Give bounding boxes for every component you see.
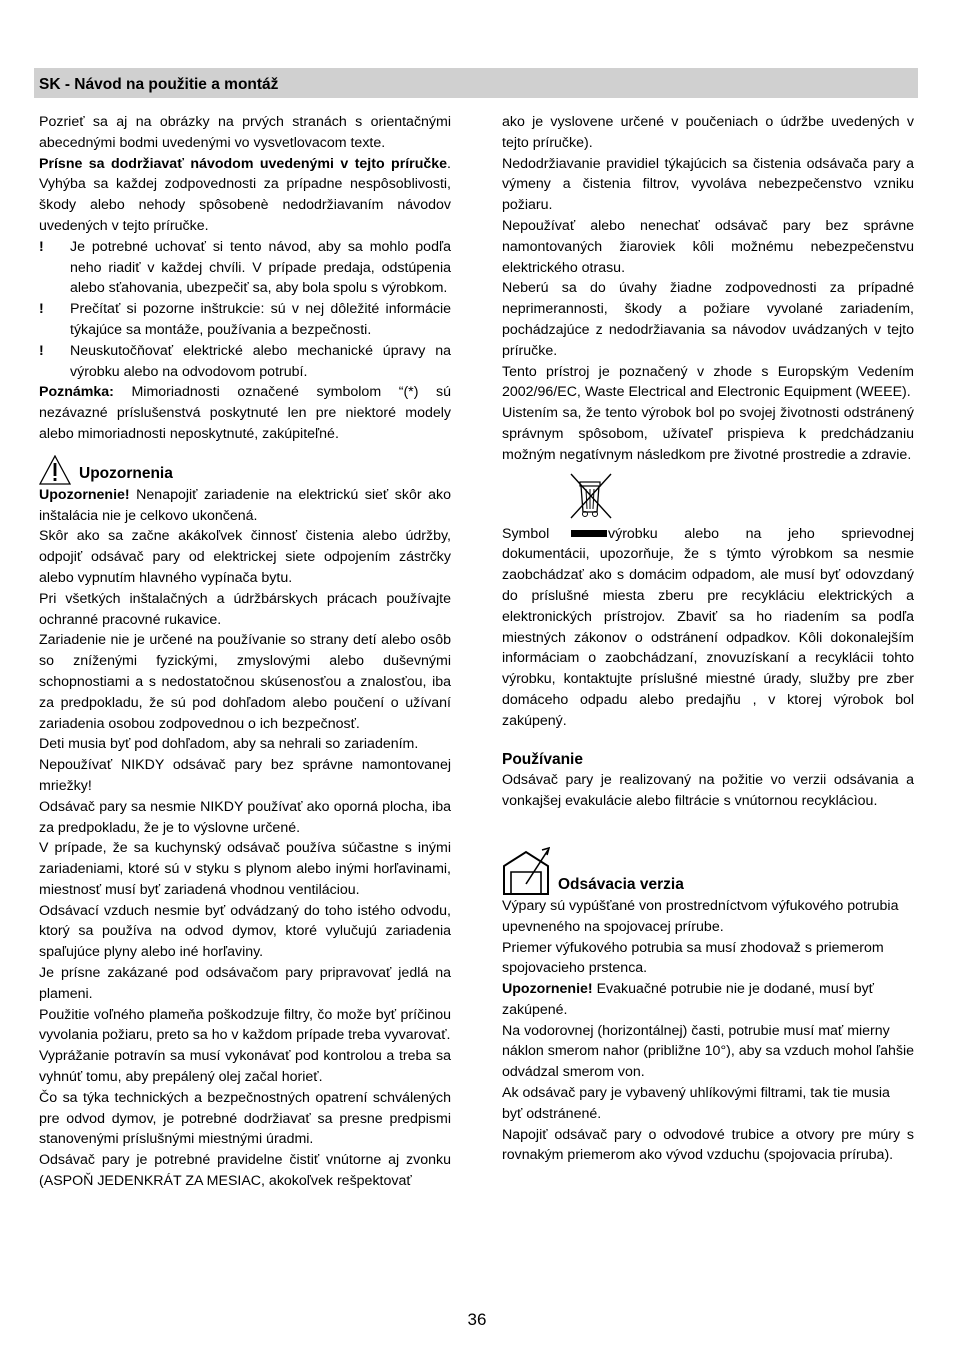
- warning-text: Nenapojiť zariadenie na elektrickú sieť skôr ako inštalácia nie je celkovo ukončená.: [39, 486, 451, 524]
- page-number: 36: [467, 1310, 487, 1329]
- right-paragraph: ako je vyslovene určené v poučeniach o údržbe uvedených v tejto príručke).: [502, 114, 914, 151]
- exhaust-hood-icon: [502, 846, 550, 896]
- warnings-title: Upozornenia: [79, 464, 173, 482]
- exhaust-warning-paragraph: [502, 979, 914, 1021]
- warning-paragraph: [39, 485, 451, 527]
- strict-paragraph: [39, 154, 451, 237]
- left-paragraph: Odsávač pary je potrebné pravidelne čistiť vnútorne aj zvonku (ASPOŇ JEDENKRÁT ZA MESIAC, akokoľvek rešpektovať: [39, 1152, 451, 1190]
- left-paragraph: Čo sa týka technických a bezpečnostných opatrení schválených pre odvod dymov, je potrebné dodržiavať sa presne predpismi stanovenými príslušnými miestnými úradmi.: [39, 1089, 451, 1148]
- left-paragraph: Vyprážanie potravín sa musí vykonávať pod kontrolou a treba sa vyhnúť tomu, aby prepálený olej začal horieť.: [39, 1048, 451, 1086]
- warning-triangle-icon: [39, 455, 71, 485]
- exclamation-icon: !: [39, 238, 44, 255]
- exhaust-warning-label: Upozornenie!: [502, 981, 593, 998]
- left-column: [39, 112, 451, 1192]
- usage-heading: Používanie: [502, 750, 583, 768]
- strict-rest: . Vyhýba sa každej zodpovednosti za prípadne nespôsoblivosti, škody alebo nehody spôsobenè nedodržiavaním návodov uvedených v tejto príručke.: [39, 155, 451, 234]
- left-paragraph: Odsávač pary sa nesmie NIKDY používať ako oporná plocha, iba za predpokladu, že je to výslovne určené.: [39, 798, 451, 836]
- weee-symbol: [568, 472, 914, 524]
- right-paragraph: Nepoužívať alebo nenechať odsávač pary bez správne namontovaných žiaroviek kôli možnému nebezpečenstvu elektrického otrasu.: [502, 217, 914, 276]
- warnings-heading: [39, 455, 451, 485]
- right-column: [502, 112, 914, 1166]
- note-label: Poznámka:: [39, 384, 114, 401]
- left-paragraph: Deti musia byť pod dohľadom, aby sa nehrali so zariadením.: [39, 736, 419, 753]
- bullet-item: [39, 299, 451, 341]
- left-paragraph: Použitie voľného plameňa poškodzuje filtry, čo može byť príčinou vyvolania požiaru, preto sa ho v každom prípade treba vyvarovať.: [39, 1006, 451, 1044]
- exhaust-title: Odsávacia verzia: [558, 876, 684, 894]
- exclamation-icon: !: [39, 342, 44, 359]
- bullet-item: [39, 237, 451, 299]
- note-paragraph: [39, 382, 451, 444]
- right-paragraph: Neberú sa do úvahy žiadne zodpovednosti za prípadné neprimerannosti, škody a požiare vyvolané zariadením, pochádzajúce z nedodržiavania sa návodov uvádzaných v tejto príručke.: [502, 280, 914, 359]
- exclamation-icon: !: [39, 301, 44, 318]
- symbol-paragraph: výrobku alebo na jeho sprievodnej dokumentácii, upozorňuje, že s týmto výrobkom sa nesmie zaobchádzať ako s domácim odpadom, ale musí byť odovzdaný do príslušné miesta zberu pre recykláciu elektrických a elektronických prístrojov. Zbaviť sa ho riadením sa podľa miestných zákonov o odstránení odpadkov. Kôli dokonalejším informáciam o zaobchádzaní, znovuzískaní a recyklácii tohto výrobku, kontaktujte príslušné miestné úrady, služby pre zber domáceho odpadu alebo predajňu , v ktorej výrobok bol zakúpený.: [502, 525, 914, 729]
- crossed-bin-icon: [568, 472, 614, 520]
- exhaust-warning-text: Evakuačné potrubie nie je dodané, musí byť zakúpené.: [502, 981, 875, 1018]
- warning-label: Upozornenie!: [39, 486, 130, 503]
- exhaust-paragraph: Ak odsávač pary je vybavený uhlíkovými filtrami, tak tie musia byť odstránené.: [502, 1085, 890, 1122]
- right-paragraph: Tento prístroj je poznačený v zhode s Europským Vedením 2002/96/EC, Waste Electrical and Electronic Equipment (WEEE).: [502, 363, 914, 401]
- note-text: Mimoriadnosti označené symbolom “(*) sú nezávazné príslušenstvá poskytnuté len pre niektoré modely alebo mimoriadnosti neposkytnuté, zakúpiteľné.: [39, 384, 451, 442]
- section-title: SK - Návod na použitie a montáž: [39, 76, 279, 93]
- exhaust-paragraph: Napojiť odsávač pary o odvodové trubice a otvory pre múry s rovnakým priemerom ako vývod vzduchu (spojovacia príruba).: [502, 1126, 914, 1164]
- usage-paragraph: Odsávač pary je realizovaný na požitie vo verzii odsávania a vonkajšej evakulácie alebo filtrácie s vnútornou recyklácìou.: [502, 772, 914, 810]
- bullet-text: Je potrebné uchovať si tento návod, aby sa mohlo podľa neho riadiť v každej chvíli. V prípade predaja, odstúpenia alebo sťahovania, ubezpečiť sa, aby bola spolu s výrobkom.: [70, 238, 451, 297]
- black-bar-icon: [571, 530, 607, 537]
- exhaust-paragraph: Na vodorovnej (horizontálnej) časti, potrubie musí mať mierny náklon smerom nahor (približne 10°), aby sa vzduch mohol ľahšie odvádzal smerom von.: [502, 1022, 914, 1081]
- left-paragraph: V prípade, že sa kuchynský odsávač používa súčastne s inými zariadeniami, ktoré sú v styku s plynom alebo inými horľavinami, miestnosť musí byť zariadená vhodnou ventiláciou.: [39, 840, 451, 898]
- left-paragraph: Skôr ako sa začne akákoľvek činnosť čistenia alebo údržby, odpojiť odsávač pary od elektrickej siete odpojením zástrčky alebo vypnutím hlavného vypínača bytu.: [39, 528, 451, 586]
- left-paragraph: Nepoužívať NIKDY odsávač pary bez správne namontovanej mriežky!: [39, 757, 451, 794]
- right-paragraph: Uistením sa, že tento výrobok bol po svojej životnosti odstránený správnym spôsobom, užívateľ prispieva k predchádzaniu možným negatívnym následkom pre životné prostredie a zdravie.: [502, 405, 914, 463]
- exhaust-paragraph: Priemer výfukového potrubia sa musí zhodovaž s priemerom spojovacieho prstenca.: [502, 939, 884, 977]
- bullet-text: Neuskutočňovať elektrické alebo mechanické úpravy na výrobku alebo na odvodovom potrubí.: [70, 342, 451, 380]
- bullet-item: [39, 341, 451, 383]
- left-paragraph: Odsávací vzduch nesmie byť odvádzaný do toho istého odvodu, ktorý sa používa na odvod dymov, ktoré vylučujú zariadenia spaľujúce plyny alebo iné horľaviny.: [39, 902, 451, 961]
- section-header-bar: [34, 68, 918, 98]
- bullet-text: Prečítať si pozorne inštrukcie: sú v nej dôležité informácie týkajúce sa montáže, používania a bezpečnosti.: [70, 301, 451, 338]
- left-paragraph: Zariadenie nie je určené na používanie so strany detí alebo osôb so zníženými fyzickými, zmyslovými alebo duševnými schopnostiami a s nedostatočnou skúsenosťou a znalosťou, iba za predpokladu, že sú pod dohľadom alebo poučení o užívaní zariadenia osobou zodpovednou o ich bezpečnosť.: [39, 632, 451, 732]
- left-paragraph: Pri všetkých inštalačných a údržbárskych prácach používajte ochranné pracovné rukavice.: [39, 590, 451, 628]
- intro-paragraph: Pozrieť sa aj na obrázky na prvých stranách s orientačnými abecednými bodmi uvedenými vo vysvetlovacom texte.: [39, 114, 451, 151]
- left-paragraph: Je prísne zakázané pod odsávačom pary pripravovať jedlá na plameni.: [39, 965, 451, 1002]
- strict-bold: Prísne sa dodržiavať návodom uvedenými v tejto príručke: [39, 155, 448, 172]
- symbol-word: Symbol: [502, 525, 550, 542]
- exhaust-paragraph: Výpary sú vypúšťané von prostredníctvom výfukového potrubia upevneného na spojovacej prírube.: [502, 897, 899, 935]
- exhaust-heading: [502, 846, 914, 896]
- right-paragraph: Nedodržiavanie pravidiel týkajúcich sa čistenia odsávača pary a výmeny a čistenia filtrov, vyvoláva nebezpečenstvo vzniku požiaru.: [502, 155, 914, 214]
